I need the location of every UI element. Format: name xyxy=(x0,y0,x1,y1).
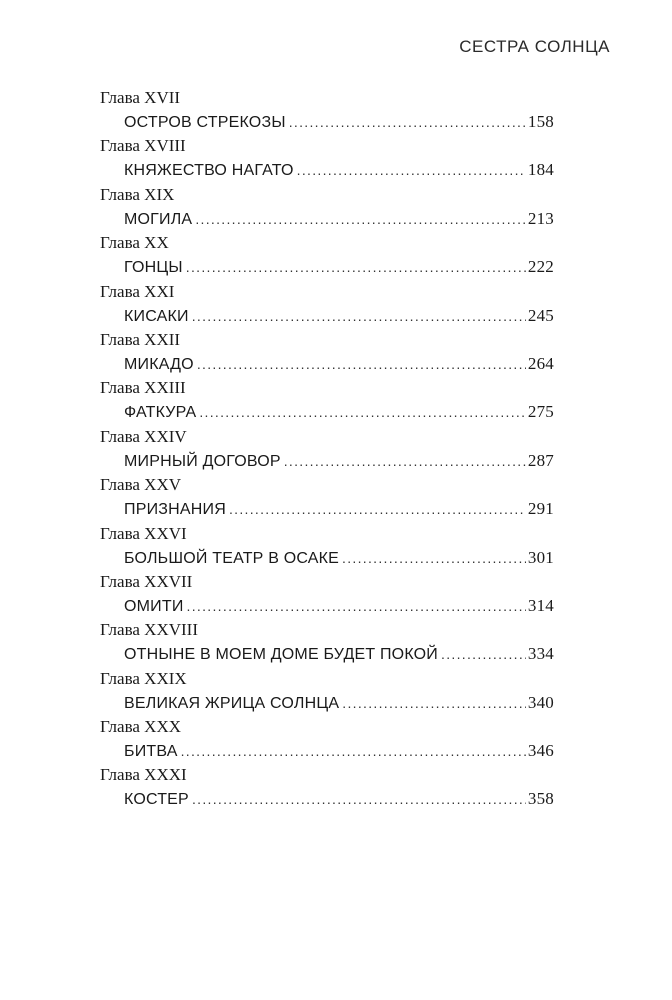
chapter-title: МИРНЫЙ ДОГОВОР xyxy=(124,452,281,470)
chapter-title: БИТВА xyxy=(124,743,178,761)
toc-entry xyxy=(100,715,554,763)
dot-leader xyxy=(181,739,526,763)
chapter-title-line xyxy=(100,497,554,521)
dot-leader xyxy=(195,207,526,231)
chapter-title: ОТНЫНЕ В МОЕМ ДОМЕ БУДЕТ ПОКОЙ xyxy=(124,646,439,664)
chapter-title: ГОНЦЫ xyxy=(124,259,183,277)
chapter-label: Глава XXVII xyxy=(100,571,193,591)
page-number: 358 xyxy=(527,789,554,809)
toc-entry xyxy=(100,183,554,231)
chapter-title: ВЕЛИКАЯ ЖРИЦА СОЛНЦА xyxy=(124,694,340,712)
page-number: 158 xyxy=(527,112,554,131)
chapter-label: Глава XVII xyxy=(100,88,181,107)
running-head: СЕСТРА СОЛНЦА xyxy=(459,37,610,56)
chapter-title-line xyxy=(100,691,554,715)
page-number: 245 xyxy=(527,305,554,325)
page-number: 184 xyxy=(527,160,554,180)
chapter-title-line xyxy=(100,352,554,376)
chapter-label: Глава XX xyxy=(100,233,169,253)
dot-leader xyxy=(187,594,526,618)
page-number: 314 xyxy=(527,595,554,615)
page-number: 222 xyxy=(527,257,554,277)
toc-entry xyxy=(100,231,554,279)
dot-leader xyxy=(192,304,526,328)
chapter-title: ОСТРОВ СТРЕКОЗЫ xyxy=(124,114,286,131)
toc-entry xyxy=(100,570,554,618)
chapter-title: ПРИЗНАНИЯ xyxy=(124,501,226,519)
chapter-label: Глава XXI xyxy=(100,281,175,301)
toc-entry xyxy=(100,376,554,424)
chapter-label: Глава XXVIII xyxy=(100,620,198,640)
chapter-label: Глава XXVI xyxy=(100,523,187,543)
chapter-title-line xyxy=(100,546,554,570)
page-number: 301 xyxy=(527,547,554,567)
chapter-label: Глава XXIII xyxy=(100,378,186,398)
toc-entry xyxy=(100,667,554,715)
toc-entry xyxy=(100,618,554,666)
toc-entry xyxy=(100,473,554,521)
toc-entry xyxy=(100,328,554,376)
chapter-label: Глава XVIII xyxy=(100,136,186,156)
page-number: 287 xyxy=(527,450,554,470)
chapter-title-line xyxy=(100,304,554,328)
dot-leader xyxy=(199,400,526,424)
dot-leader xyxy=(441,642,526,666)
toc-entry xyxy=(100,522,554,570)
dot-leader xyxy=(342,691,526,715)
chapter-title-line xyxy=(100,255,554,279)
toc-entry xyxy=(100,280,554,328)
page-number: 275 xyxy=(527,402,554,422)
chapter-title-line xyxy=(100,207,554,231)
toc-entry xyxy=(100,425,554,473)
chapter-title-line xyxy=(100,449,554,473)
chapter-label: Глава XXXI xyxy=(100,765,187,785)
page-number: 264 xyxy=(527,353,554,373)
chapter-title: КИСАКИ xyxy=(124,307,189,325)
dot-leader xyxy=(197,352,526,376)
chapter-title: КНЯЖЕСТВО НАГАТО xyxy=(124,162,294,180)
chapter-title: КОСТЕР xyxy=(124,791,189,809)
chapter-title: МОГИЛА xyxy=(124,210,193,228)
chapter-label: Глава XIX xyxy=(100,184,175,204)
chapter-title-line xyxy=(100,787,554,811)
chapter-title-line xyxy=(100,158,554,182)
page-number: 334 xyxy=(527,644,554,664)
dot-leader xyxy=(284,449,526,473)
page-number: 346 xyxy=(527,741,554,761)
page-number: 291 xyxy=(527,499,554,519)
chapter-label: Глава XXIX xyxy=(100,668,187,688)
page-number: 340 xyxy=(527,692,554,712)
dot-leader xyxy=(229,497,526,521)
chapter-title-line xyxy=(100,594,554,618)
chapter-title: БОЛЬШОЙ ТЕАТР В ОСАКЕ xyxy=(124,549,340,567)
chapter-title: ОМИТИ xyxy=(124,597,184,615)
chapter-title: ФАТКУРА xyxy=(124,404,197,422)
chapter-title: МИКАДО xyxy=(124,355,194,373)
toc-entry xyxy=(100,134,554,182)
chapter-label: Глава XXV xyxy=(100,475,182,495)
chapter-title-line xyxy=(100,642,554,666)
toc-entry xyxy=(100,763,554,811)
dot-leader xyxy=(297,158,526,182)
page-number: 213 xyxy=(527,208,554,228)
chapter-label: Глава XXX xyxy=(100,717,182,737)
toc-entry xyxy=(100,86,554,134)
chapter-label: Глава XXIV xyxy=(100,426,187,446)
dot-leader xyxy=(342,546,526,570)
dot-leader xyxy=(186,255,526,279)
chapter-title-line xyxy=(100,739,554,763)
dot-leader xyxy=(289,110,526,134)
dot-leader xyxy=(192,787,526,811)
chapter-label: Глава XXII xyxy=(100,329,181,349)
table-of-contents xyxy=(100,86,554,812)
chapter-title-line xyxy=(100,400,554,424)
chapter-title-line xyxy=(100,110,554,134)
